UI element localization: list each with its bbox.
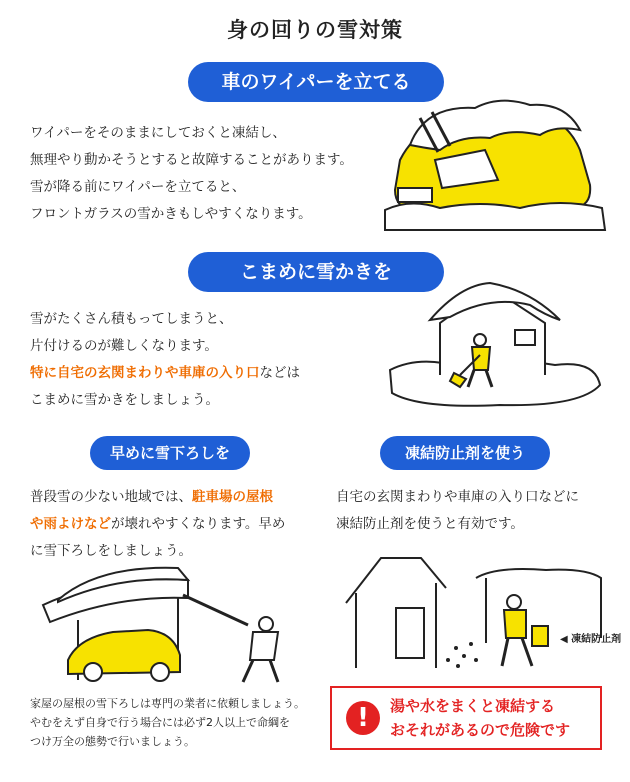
antifreeze-spreading-illustration <box>336 548 612 678</box>
antifreeze-heading: 凍結防止剤を使う <box>380 436 550 470</box>
roof-line-pre: 普段雪の少ない地域では、 <box>30 489 192 505</box>
roof-line <box>30 511 320 538</box>
highlight-text: や雨よけなど <box>30 516 111 532</box>
house-shoveling-illustration <box>380 275 610 415</box>
highlight-text: 駐車場の屋根 <box>192 489 273 505</box>
roof-line <box>30 484 320 511</box>
roof-text <box>30 484 320 565</box>
wiper-text <box>30 120 390 228</box>
roof-line: に雪下ろしをしましょう。 <box>30 543 192 559</box>
warning-line: 湯や水をまくと凍結する <box>390 697 556 715</box>
warning-text <box>390 694 570 742</box>
roof-note-line: つけ万全の態勢で行いましょう。 <box>30 735 195 748</box>
page-title: 身の回りの雪対策 <box>227 18 403 42</box>
carport-snow-removal-illustration <box>38 560 290 685</box>
warning-box <box>330 686 602 750</box>
wiper-line: フロントガラスの雪かきもしやすくなります。 <box>30 206 312 222</box>
shovel-text <box>30 306 390 414</box>
snowy-car-illustration <box>380 90 610 240</box>
roof-note <box>30 694 322 751</box>
shovel-heading: こまめに雪かきを <box>188 252 444 292</box>
roof-line-rest: が壊れやすくなります。早め <box>111 516 286 532</box>
wiper-line: ワイパーをそのままにしておくと凍結し、 <box>30 125 286 141</box>
shovel-line: 雪がたくさん積もってしまうと、 <box>30 311 233 327</box>
shovel-line: 片付けるのが難しくなります。 <box>30 338 218 354</box>
antifreeze-label: ◀ 凍結防止剤 <box>560 634 622 645</box>
antifreeze-text <box>336 484 626 538</box>
shovel-line <box>30 360 390 387</box>
antifreeze-line: 凍結防止剤を使うと有効です。 <box>336 516 524 532</box>
wiper-line: 無理やり動かそうとすると故障することがあります。 <box>30 152 353 168</box>
roof-note-line: やむをえず自身で行う場合には必ず2人以上で命綱を <box>30 716 290 729</box>
exclamation-icon: ! <box>346 701 380 735</box>
shovel-line: こまめに雪かきをしましょう。 <box>30 392 219 408</box>
roof-heading: 早めに雪下ろしを <box>90 436 250 470</box>
wiper-heading: 車のワイパーを立てる <box>188 62 444 102</box>
highlight-text: 特に自宅の玄関まわりや車庫の入り口 <box>30 365 260 381</box>
shovel-line-rest: などは <box>259 365 300 381</box>
warning-line: おそれがあるので危険です <box>390 721 571 739</box>
antifreeze-line: 自宅の玄関まわりや車庫の入り口などに <box>336 489 579 505</box>
wiper-line: 雪が降る前にワイパーを立てると、 <box>30 179 246 195</box>
roof-note-line: 家屋の屋根の雪下ろしは専門の業者に依頼しましょう。 <box>30 697 305 710</box>
